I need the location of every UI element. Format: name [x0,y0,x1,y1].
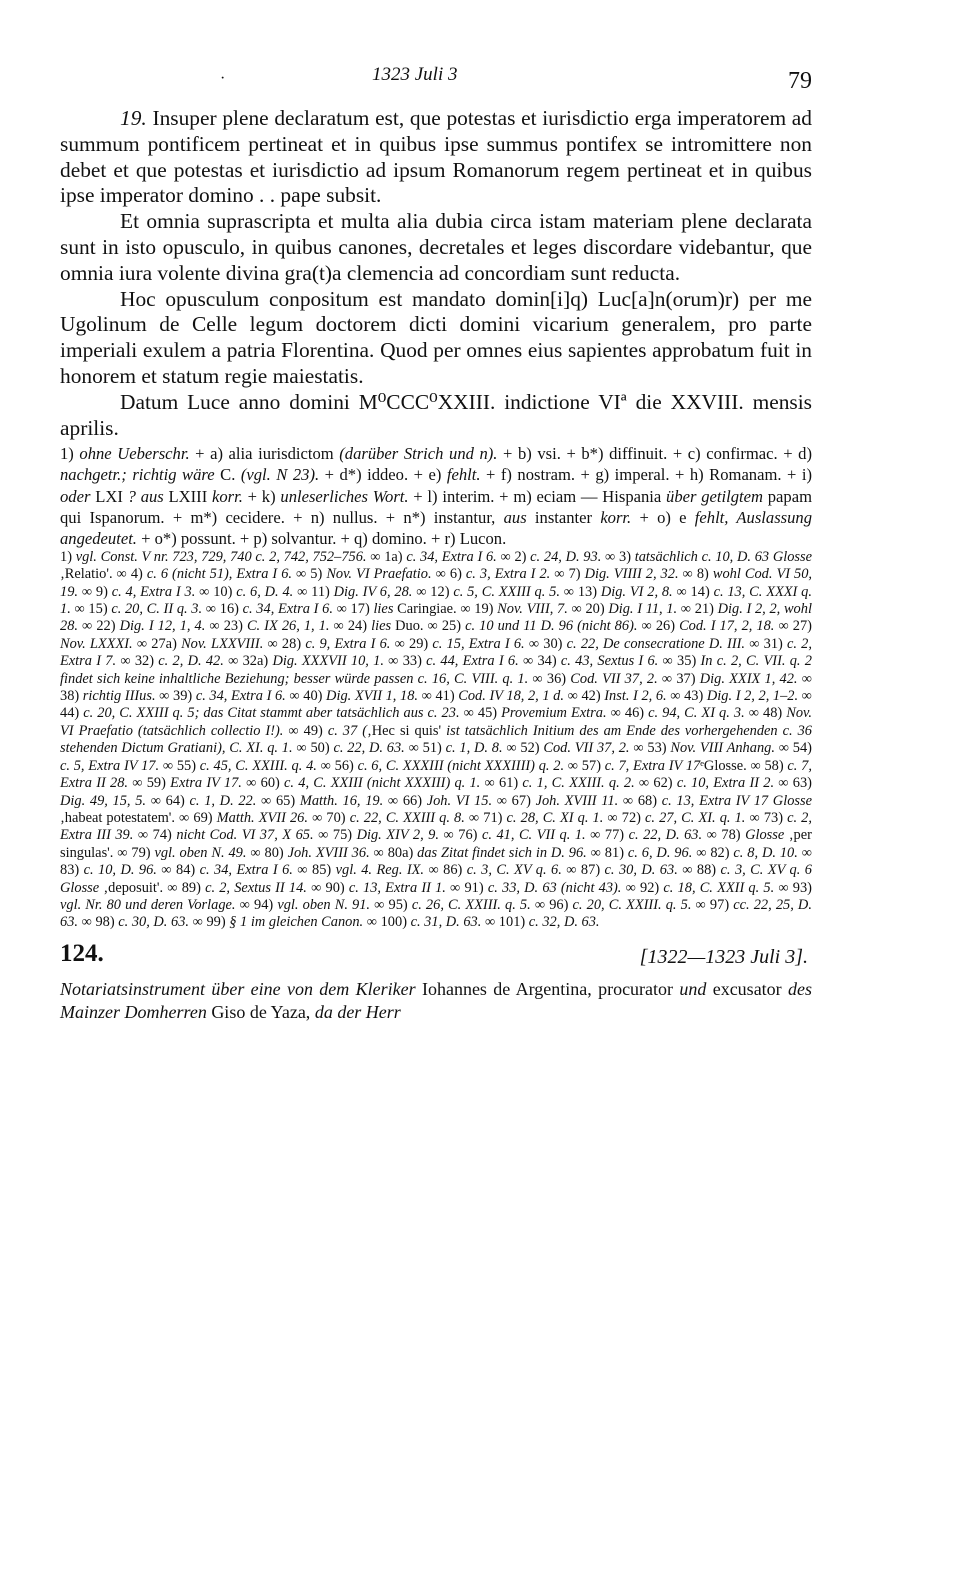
running-title: 1323 Juli 3 [372,64,458,85]
dating-clause: Datum Luce anno domini M⁰CCC⁰XXIII. indictione VIª die XXVIII. mensis aprilis. [60,389,812,440]
regest: Notariatsinstrument über eine von dem Kleriker Iohannes de Argentina, procurator und excusator des Mainzer Domherren Giso de Yaza, da der Herr [60,978,813,1022]
entry-heading [60,940,812,978]
text-critical-apparatus: 1) ohne Ueberschr. + a) alia iurisdictom (darüber Strich und n). + b) vsi. + b*) diffinuit. + c) confirmac. + d) nachgetr.; richtig wäre C. (vgl. N 23). + d*) iddeo. + e) fehlt. + f) nostram. + g) imperal. + h) Romanam. + i) oder LXI ? aus LXIII korr. + k) unleserliches Wort. + l) interim. + m) eciam — Hispania über getilgtem papam qui Ispanorum. + m*) cecidere. + n) nullus. + n*) instantur, aus instanter korr. + o) e fehlt, Auslassung angedeutet. + o*) possunt. + p) solvantur. + q) domino. + r) Lucon. [60,444,813,548]
paragraph: Et omnia suprascripta et multa alia dubia circa istam materiam plene declarata sunt in isto opusculo, in quibus canones, decretales et leges discordare videbantur, que omnia iura volente divina gra(t)a clemencia ad concordiam sunt reducta. [60,209,812,285]
entry-number: 124. [60,939,104,967]
document-page [60,58,812,1024]
page-number: 79 [788,68,812,94]
page-header [60,58,812,98]
paragraph-number: 19. [120,106,147,130]
paragraph-19 [60,106,812,209]
source-notes: 1) vgl. Const. V nr. 723, 729, 740 c. 2, 742, 752–756. ∞ 1a) c. 34, Extra I 6. ∞ 2) c. 24, D. 93. ∞ 3) tatsächlich c. 10, D. 63 Glosse ‚Relatio'. ∞ 4) c. 6 (nicht 51), Extra I 6. ∞ 5) Nov. VI Praefatio. ∞ 6) c. 3, Extra I 2. ∞ 7) Dig. VIIII 2, 32. ∞ 8) wohl Cod. VI 50, 19. ∞ 9) c. 4, Extra I 3. ∞ 10) c. 6, D. 4. ∞ 11) Dig. IV 6, 28. ∞ 12) c. 5, C. XXIII q. 5. ∞ 13) Dig. VI 2, 8. ∞ 14) c. 13, C. XXXI q. 1. ∞ 15) c. 20, C. II q. 3. ∞ 16) c. 34, Extra I 6. ∞ 17) lies Caringiae. ∞ 19) Nov. VIII, 7. ∞ 20) Dig. I 11, 1. ∞ 21) Dig. I 2, 2, wohl 28. ∞ 22) Dig. I 12, 1, 4. ∞ 23) C. IX 26, 1, 1. ∞ 24) lies Duo. ∞ 25) c. 10 und 11 D. 96 (nicht 86). ∞ 26) Cod. I 17, 2, 18. ∞ 27) Nov. LXXXI. ∞ 27a) Nov. LXXVIII. ∞ 28) c. 9, Extra I 6. ∞ 29) c. 15, Extra I 6. ∞ 30) c. 22, De consecratione D. III. ∞ 31) c. 2, Extra I 7. ∞ 32) c. 2, D. 42. ∞ 32a) Dig. XXXVII 10, 1. ∞ 33) c. 44, Extra I 6. ∞ 34) c. 43, Sextus I 6. ∞ 35) In c. 2, C. VII. q. 2 findet sich keine inhaltliche Beziehung; besser würde passen c. 16, C. VIII. q. 1. ∞ 36) Cod. VII 37, 2. ∞ 37) Dig. XXIX 1, 42. ∞ 38) richtig IIIus. ∞ 39) c. 34, Extra I 6. ∞ 40) Dig. XVII 1, 18. ∞ 41) Cod. IV 18, 2, 1 d. ∞ 42) Inst. I 2, 6. ∞ 43) Dig. I 2, 2, 1–2. ∞ 44) c. 20, C. XXIII q. 5; das Citat stammt aber tatsächlich aus c. 23. ∞ 45) Provemium Extra. ∞ 46) c. 94, C. XI q. 3. ∞ 48) Nov. VI Praefatio (tatsächlich collectio I!). ∞ 49) c. 37 (‚Hec si quis' ist tatsächlich Initium des am Ende des vorhergehenden c. 36 stehenden Dictum Gratiani), C. XI. q. 1. ∞ 50) c. 22, D. 63. ∞ 51) c. 1, D. 8. ∞ 52) Cod. VII 37, 2. ∞ 53) Nov. VIII Anhang. ∞ 54) c. 5, Extra IV 17. ∞ 55) c. 45, C. XXIII. q. 4. ∞ 56) c. 6, C. XXXIII (nicht XXXIIII) q. 2. ∞ 57) c. 7, Extra IV 17ᵉGlosse. ∞ 58) c. 7, Extra II 28. ∞ 59) Extra IV 17. ∞ 60) c. 4, C. XXIII (nicht XXXIII) q. 1. ∞ 61) c. 1, C. XXIII. q. 2. ∞ 62) c. 10, Extra II 2. ∞ 63) Dig. 49, 15, 5. ∞ 64) c. 1, D. 22. ∞ 65) Matth. 16, 19. ∞ 66) Joh. VI 15. ∞ 67) Joh. XVIII 11. ∞ 68) c. 13, Extra IV 17 Glosse ‚habeat potestatem'. ∞ 69) Matth. XVII 26. ∞ 70) c. 22, C. XXIII q. 8. ∞ 71) c. 28, C. XI q. 1. ∞ 72) c. 27, C. XI. q. 1. ∞ 73) c. 2, Extra III 39. ∞ 74) nicht Cod. VI 37, X 65. ∞ 75) Dig. XIV 2, 9. ∞ 76) c. 41, C. VII q. 1. ∞ 77) c. 22, D. 63. ∞ 78) Glosse ‚per singulas'. ∞ 79) vgl. oben N. 49. ∞ 80) Joh. XVIII 36. ∞ 80a) das Zitat findet sich in D. 96. ∞ 81) c. 6, D. 96. ∞ 82) c. 8, D. 10. ∞ 83) c. 10, D. 96. ∞ 84) c. 34, Extra I 6. ∞ 85) vgl. 4. Reg. IX. ∞ 86) c. 3, C. XV q. 6. ∞ 87) c. 30, D. 63. ∞ 88) c. 3, C. XV q. 6 Glosse ‚deposuit'. ∞ 89) c. 2, Sextus II 14. ∞ 90) c. 13, Extra II 1. ∞ 91) c. 33, D. 63 (nicht 43). ∞ 92) c. 18, C. XXII q. 5. ∞ 93) vgl. Nr. 80 und deren Vorlage. ∞ 94) vgl. oben N. 91. ∞ 95) c. 26, C. XXIII. q. 5. ∞ 96) c. 20, C. XXIII. q. 5. ∞ 97) cc. 22, 25, D. 63. ∞ 98) c. 30, D. 63. ∞ 99) § 1 im gleichen Canon. ∞ 100) c. 31, D. 63. ∞ 101) c. 32, D. 63. [60,548,813,931]
entry-date: [1322—1323 Juli 3]. [639,945,808,968]
header-dot: · [220,70,226,87]
paragraph: Hoc opusculum conpositum est mandato domin[i]q) Luc[a]n(orum)r) per me Ugolinum de Celle legum doctorem dicti domini vicarium generalem, pro parte imperiali exulem a patria Florentina. Quod per omnes eius sapientes approbatum fuit in honorem et statum regie maiestatis. [60,286,812,388]
paragraph-text: Insuper plene declaratum est, que potestas et iurisdictio erga imperatorem ad summum pontificem pertineat et in quibus ipse summus pontifex se intromittere non debet et que potestas et iurisdictio ad ipsum Romanorum regem pertineat et in quibus ipse imperator domino . . pape subsit. [60,106,812,208]
main-text [60,106,812,441]
